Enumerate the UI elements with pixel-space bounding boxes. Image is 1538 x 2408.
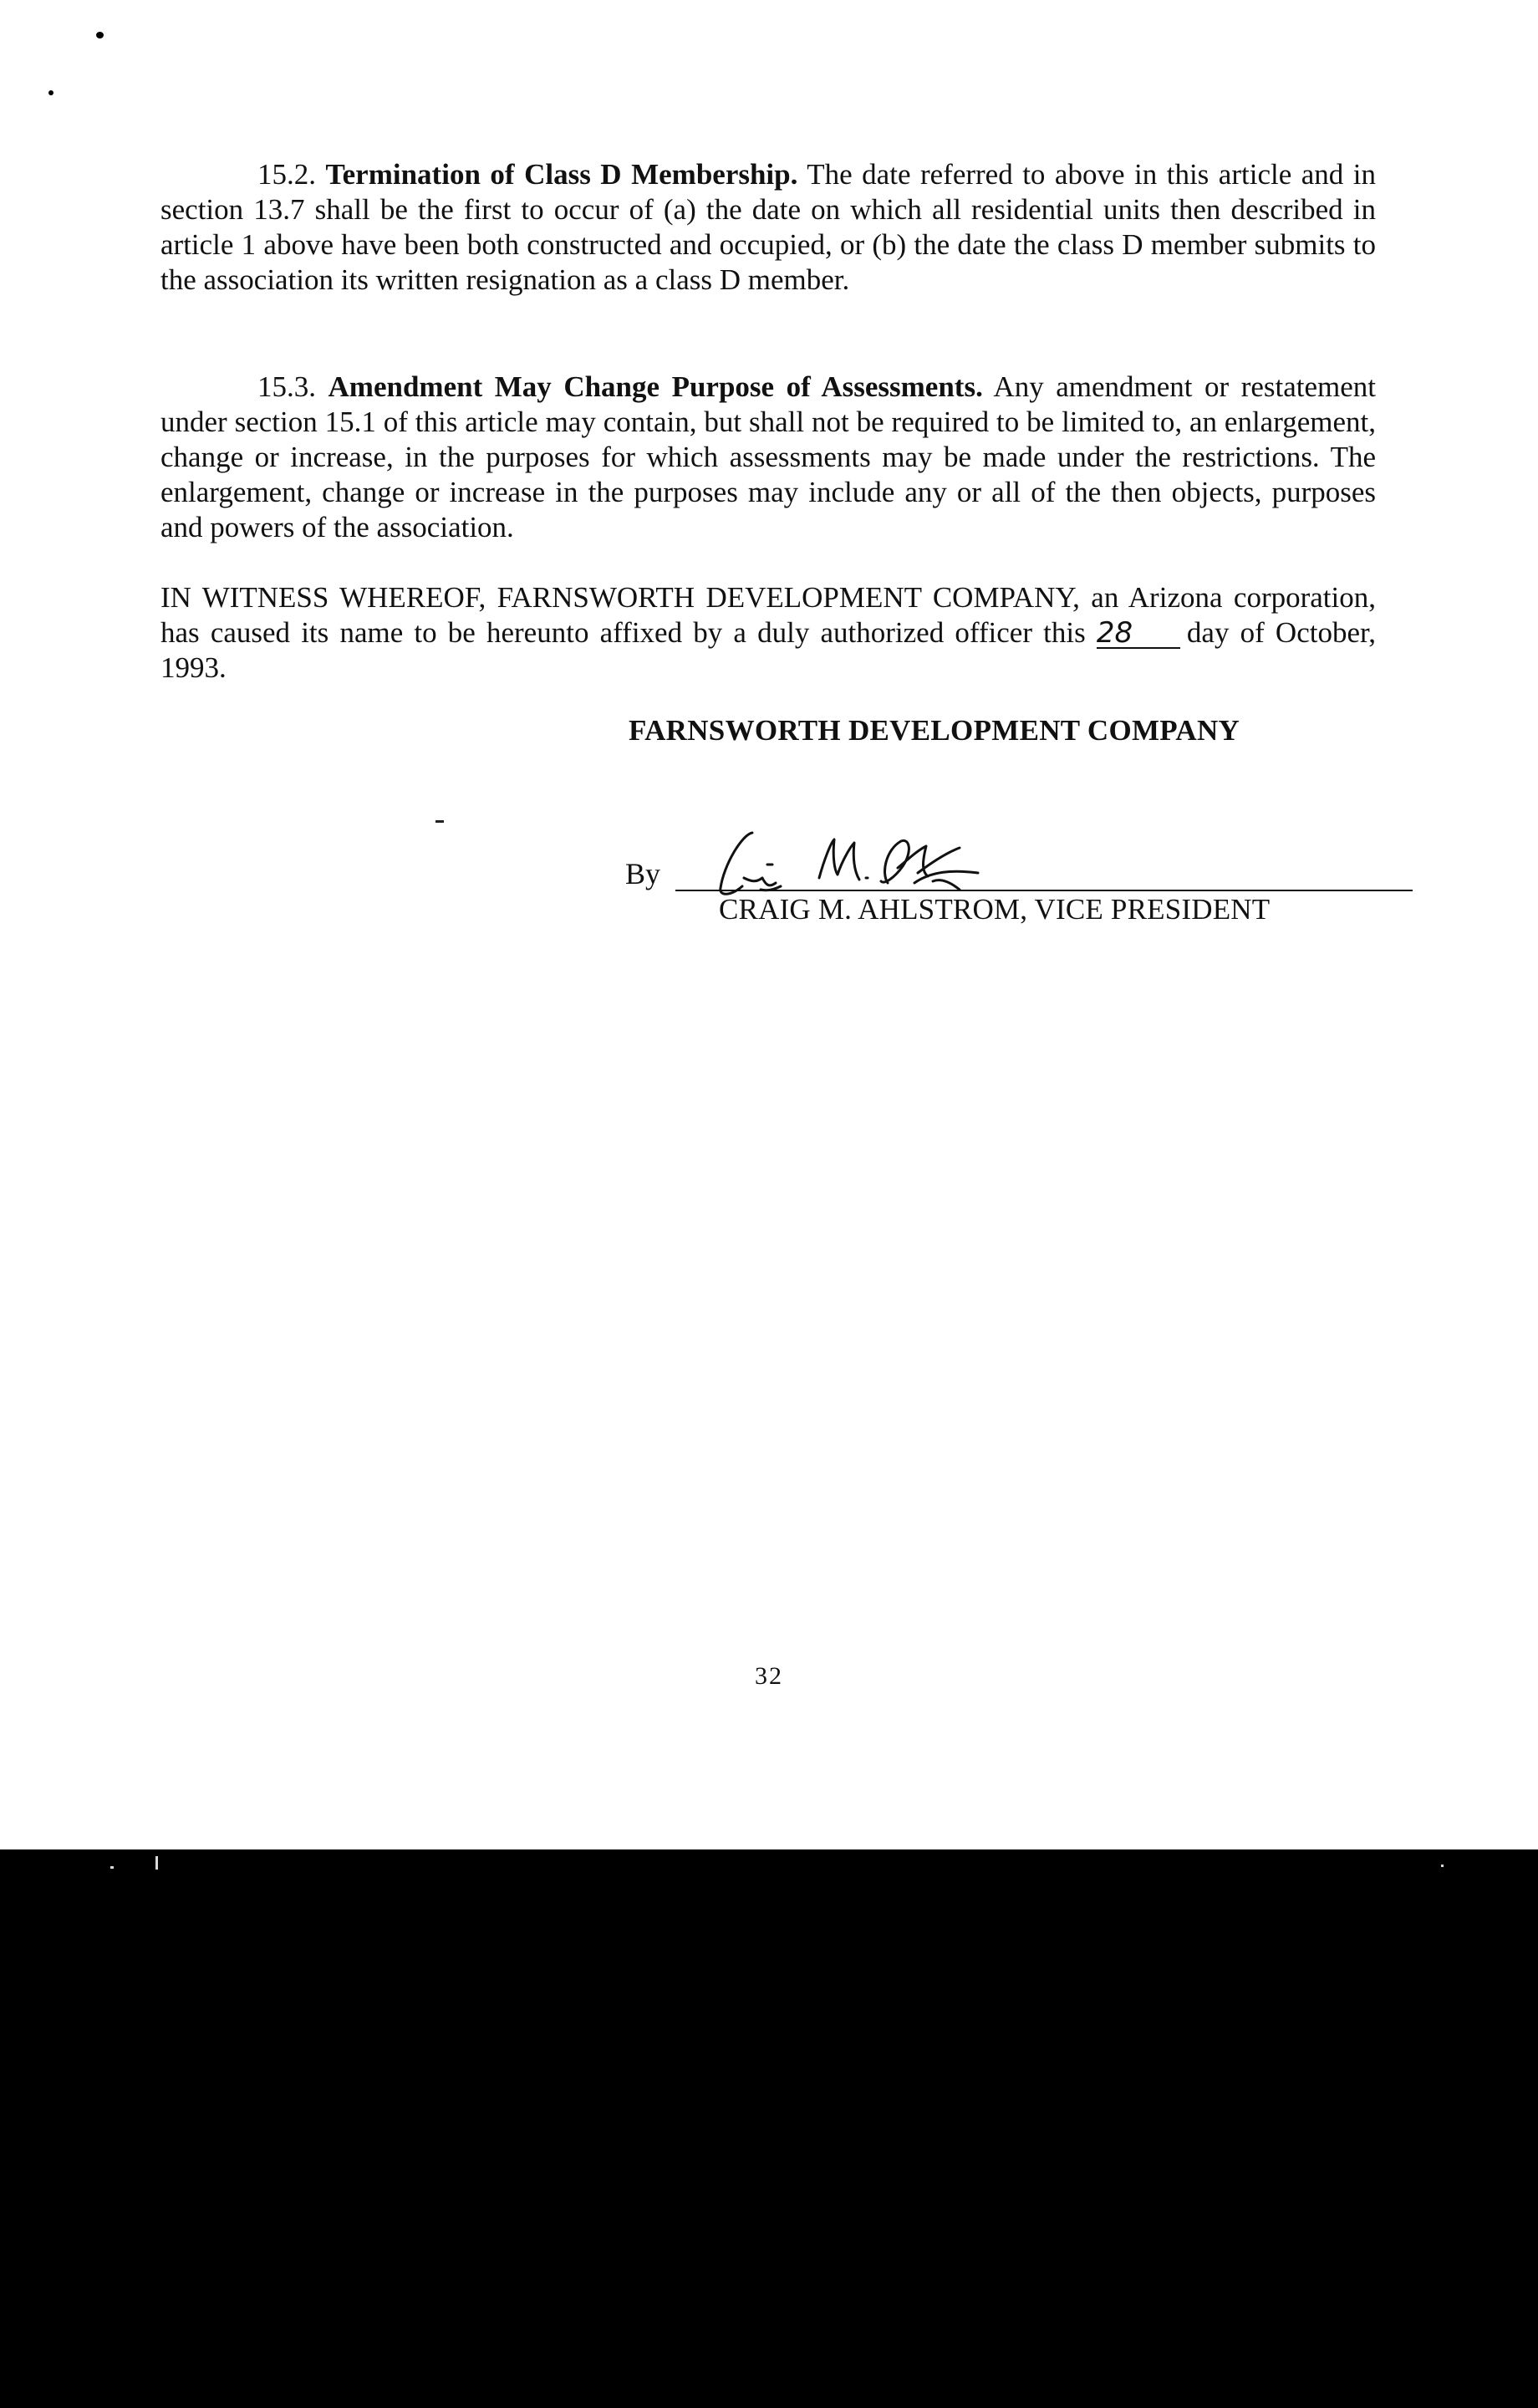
section-15-3 xyxy=(160,370,1376,545)
section-15-2 xyxy=(160,157,1376,298)
scan-artifact xyxy=(155,1856,158,1870)
scan-speck xyxy=(96,32,104,38)
company-name: FARNSWORTH DEVELOPMENT COMPANY xyxy=(629,714,1240,747)
section-number: 15.3. xyxy=(257,370,316,403)
witness-text: IN WITNESS WHEREOF, FARNSWORTH DEVELOPMENT COMPANY, an Arizona corporation, has caused its name to be hereunto affixed by a duly authorized officer this xyxy=(160,581,1376,649)
signer-name-title: CRAIG M. AHLSTROM, VICE PRESIDENT xyxy=(719,893,1271,926)
handwritten-day: 28 xyxy=(1097,619,1180,649)
witness-date-text: day of October, 1993. xyxy=(160,616,1376,684)
section-heading: Termination of Class D Membership. xyxy=(325,158,798,191)
signature-block xyxy=(625,828,1378,936)
scan-border xyxy=(0,1849,1538,2408)
scan-artifact xyxy=(1441,1865,1444,1867)
page-number: 32 xyxy=(755,1662,783,1690)
stray-mark xyxy=(435,820,444,823)
scan-speck xyxy=(48,90,53,95)
handwritten-signature xyxy=(709,823,993,903)
by-label: By xyxy=(625,857,661,890)
section-heading: Amendment May Change Purpose of Assessments. xyxy=(328,370,983,403)
section-body: The date referred to above in this article and in section 13.7 shall be the first to occur of (a) the date on which all residential units then described in article 1 above have been both constructed and occupied, or (b) the date the class D member submits to the association its written resignation as a class D member. xyxy=(160,158,1377,296)
section-number: 15.2. xyxy=(257,158,316,191)
section-body: Any amendment or restatement under section 15.1 of this article may contain, but shall not be required to be limited to, an enlargement, change or increase, in the purposes for which assessments may be made under the restrictions. The enlargement, change or increase in the purposes may include any or all of the then objects, purposes and powers of the association. xyxy=(160,370,1377,543)
scan-artifact xyxy=(110,1866,114,1869)
witness-clause xyxy=(160,580,1376,686)
